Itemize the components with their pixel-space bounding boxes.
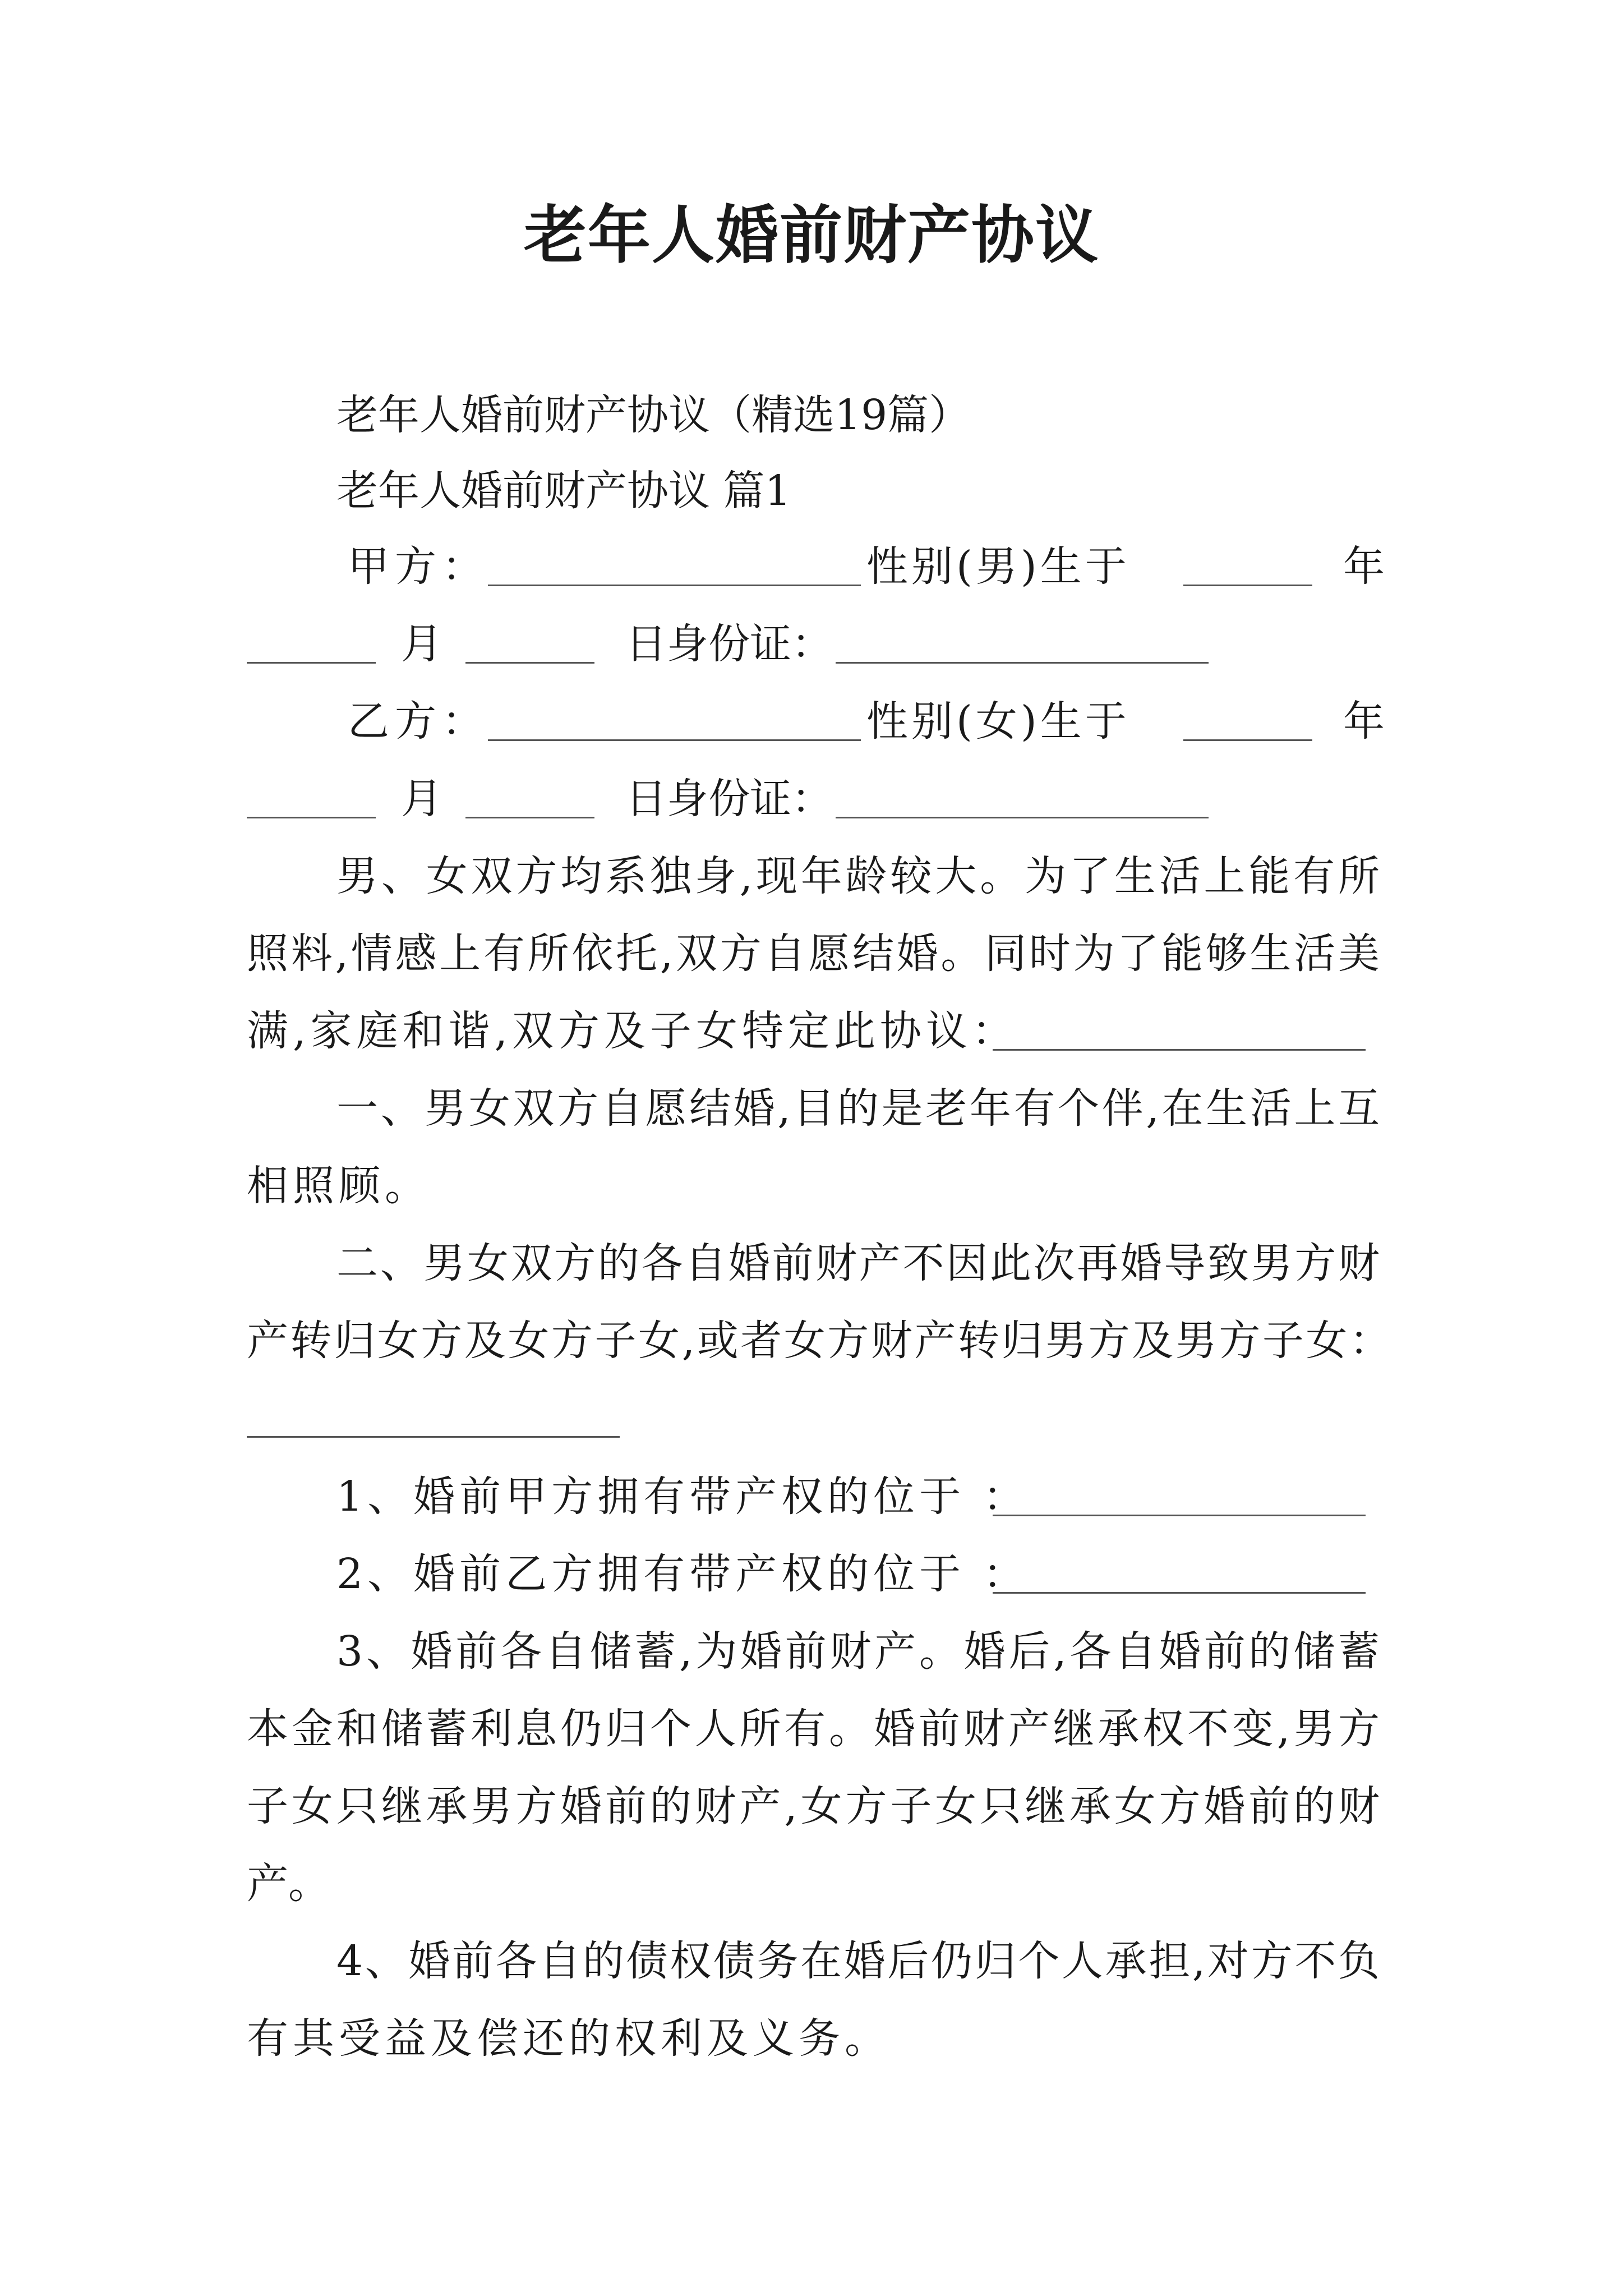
document-title: 老年人婚前财产协议 <box>524 199 1099 272</box>
section-heading: 老年人婚前财产协议 篇1 <box>336 467 791 515</box>
party-b-year-blank <box>1183 739 1312 741</box>
party-b-year: 年 <box>1343 697 1385 746</box>
party-a-name-blank <box>488 585 861 586</box>
item-3-line-2: 本金和储蓄利息仍归个人所有。婚前财产继承权不变,男方 <box>247 1705 1380 1753</box>
party-a-month: 月 <box>401 620 442 668</box>
item-4-line-1: 4、婚前各自的债权债务在婚后仍归个人承担,对方不负 <box>336 1937 1380 1985</box>
item-3-line-4: 产。 <box>247 1860 330 1908</box>
party-a-gender: 性别(男)生于 <box>866 542 1130 591</box>
item-2-text: 2、婚前乙方拥有带产权的位于 ： <box>336 1550 1029 1598</box>
clause-1-line-2: 相照顾。 <box>247 1162 431 1210</box>
intro-line-1: 男、女双方均系独身,现年龄较大。为了生活上能有所 <box>336 852 1380 900</box>
party-b-day-blank <box>465 817 594 818</box>
item-2-blank <box>993 1592 1366 1594</box>
intro-blank <box>993 1049 1366 1051</box>
party-a-year: 年 <box>1343 542 1385 591</box>
party-b-label: 乙方： <box>348 697 489 746</box>
intro-line-3: 满,家庭和谐,双方及子女特定此协议： <box>247 1007 1018 1055</box>
clause-2-line-2: 产转归女方及女方子女,或者女方财产转归男方及男方子女： <box>247 1317 1391 1365</box>
party-b-gender: 性别(女)生于 <box>866 697 1130 746</box>
document-subtitle: 老年人婚前财产协议（精选19篇） <box>336 391 971 439</box>
party-a-year-blank <box>1183 585 1312 586</box>
party-a-label: 甲方： <box>348 542 489 591</box>
item-1-text: 1、婚前甲方拥有带产权的位于 ： <box>336 1473 1029 1521</box>
party-a-day-blank <box>465 662 594 664</box>
party-b-day-id: 日身份证： <box>625 775 833 823</box>
party-b-month-blank <box>247 817 376 818</box>
intro-line-2: 照料,情感上有所依托,双方自愿结婚。同时为了能够生活美 <box>247 930 1380 978</box>
item-3-line-3: 子女只继承男方婚前的财产,女方子女只继承女方婚前的财 <box>247 1782 1380 1830</box>
clause-1-line-1: 一、男女双方自愿结婚,目的是老年有个伴,在生活上互 <box>336 1084 1380 1133</box>
party-b-id-blank <box>836 817 1209 818</box>
clause-2-blank <box>247 1436 620 1438</box>
party-a-id-blank <box>836 662 1209 664</box>
party-a-month-blank <box>247 662 376 664</box>
party-a-day-id: 日身份证： <box>625 620 833 668</box>
item-3-line-1: 3、婚前各自储蓄,为婚前财产。婚后,各自婚前的储蓄 <box>336 1627 1380 1676</box>
clause-2-line-1: 二、男女双方的各自婚前财产不因此次再婚导致男方财 <box>336 1239 1380 1287</box>
item-4-line-2: 有其受益及偿还的权利及义务。 <box>247 2014 891 2063</box>
party-b-name-blank <box>488 739 861 741</box>
item-1-blank <box>993 1515 1366 1516</box>
party-b-month: 月 <box>401 775 442 823</box>
